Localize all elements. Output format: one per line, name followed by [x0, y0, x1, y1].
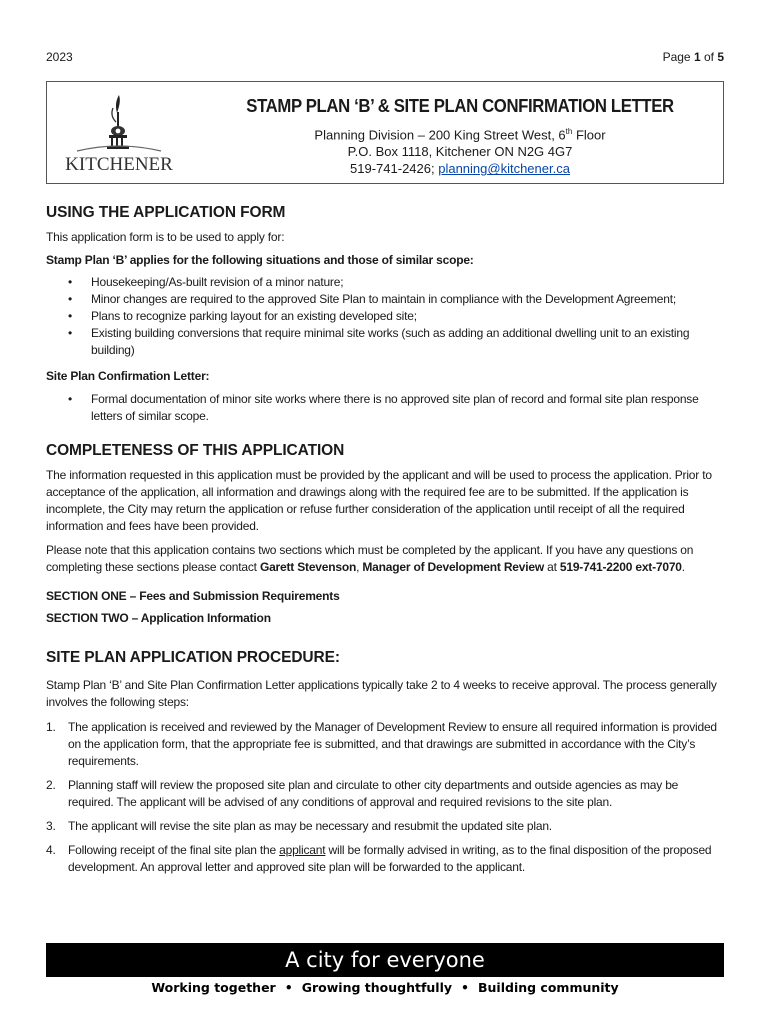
title-box [46, 81, 724, 184]
address-line-1: Planning Division – 200 King Street West, 6th Floor [314, 127, 606, 143]
form-title: STAMP PLAN ‘B’ & SITE PLAN CONFIRMATION LETTER [246, 96, 674, 116]
list-item: • Minor changes are required to the approved Site Plan to maintain in compliance with the Development Agreement; [46, 291, 726, 308]
contact-title: Manager of Development Review [362, 560, 544, 574]
kitchener-logo [55, 86, 183, 180]
confirmation-letter-heading: Site Plan Confirmation Letter: [46, 369, 210, 383]
address-line-2: P.O. Box 1118, Kitchener ON N2G 4G7 [347, 144, 573, 160]
procedure-step: 3. The applicant will revise the site plan as may be necessary and resubmit the updated site plan. [46, 819, 552, 833]
list-item: • Existing building conversions that require minimal site works (such as adding an additional dwelling unit to an existing building) [46, 325, 726, 359]
procedure-step: 2. Planning staff will review the proposed site plan and circulate to other city departments and outside agencies as may be required. The applicant will be advised of any conditions of approval and required revisions to the site plan. [46, 778, 679, 809]
procedure-step: 4. Following receipt of the final site plan the applicant will be formally advised in writing, as to the final disposition of the proposed development. An approval letter and approved site plan will be forwarded to the applicant. [46, 843, 712, 874]
title-box-text [197, 96, 723, 177]
office-phone: 519-741-2426; [350, 161, 439, 177]
completeness-paragraph: The information requested in this application must be provided by the applicant and will be used to process the application. Prior to acceptance of the application, all information and drawings along with the required fee are to be submitted. If the application is incomplete, the City may return the application or refuse further consideration of the application until receipt of all the required information and fees have been provided. [46, 468, 712, 533]
section-two-label: SECTION TWO – Application Information [46, 611, 271, 625]
list-item: • Plans to recognize parking layout for an existing developed site; [46, 308, 726, 325]
contact-paragraph: Please note that this application contains two sections which must be completed by the applicant. If you have any questions on completing these sections please contact Garett Stevenson, Manager of Development Review at 519-741-2200 ext-7070. [46, 543, 694, 574]
contact-phone: 519-741-2200 ext-7070 [559, 560, 682, 574]
using-form-intro: This application form is to be used to apply for: [46, 230, 285, 244]
contact-name: Garett Stevenson [259, 560, 357, 574]
email-link[interactable]: planning@kitchener.ca [438, 161, 570, 177]
document-year: 2023 [46, 50, 73, 64]
footer-banner: A city for everyone [46, 943, 724, 977]
footer-tagline: Working together • Growing thoughtfully • Building community [151, 980, 619, 995]
using-form-heading: USING THE APPLICATION FORM [46, 204, 286, 221]
section-one-label: SECTION ONE – Fees and Submission Requirements [46, 589, 340, 603]
logo-wordmark: KITCHENER [65, 154, 173, 175]
procedure-heading: SITE PLAN APPLICATION PROCEDURE: [46, 649, 340, 666]
list-item: • Formal documentation of minor site works where there is no approved site plan of record and formal site plan response letters of similar scope. [46, 391, 726, 425]
list-item: • Housekeeping/As-built revision of a minor nature; [46, 274, 726, 291]
page-number: Page 1 of 5 [662, 50, 724, 64]
procedure-step: 1. The application is received and reviewed by the Manager of Development Review to ensure all required information is provided on the application form, that the appropriate fee is submitted, and that drawings are submitted in accordance with the City’s requirements. [46, 720, 717, 768]
main-content [46, 203, 726, 883]
confirmation-letter-list [46, 391, 726, 425]
procedure-steps [46, 719, 726, 876]
contact-line [197, 160, 723, 177]
stamp-plan-list [46, 274, 726, 359]
stamp-plan-heading: Stamp Plan ‘B’ applies for the following situations and those of similar scope: [46, 253, 474, 267]
procedure-intro: Stamp Plan ‘B’ and Site Plan Confirmation Letter applications typically take 2 to 4 weeks to receive approval. The process generally involves the following steps: [46, 678, 717, 709]
completeness-heading: COMPLETENESS OF THIS APPLICATION [46, 442, 345, 459]
